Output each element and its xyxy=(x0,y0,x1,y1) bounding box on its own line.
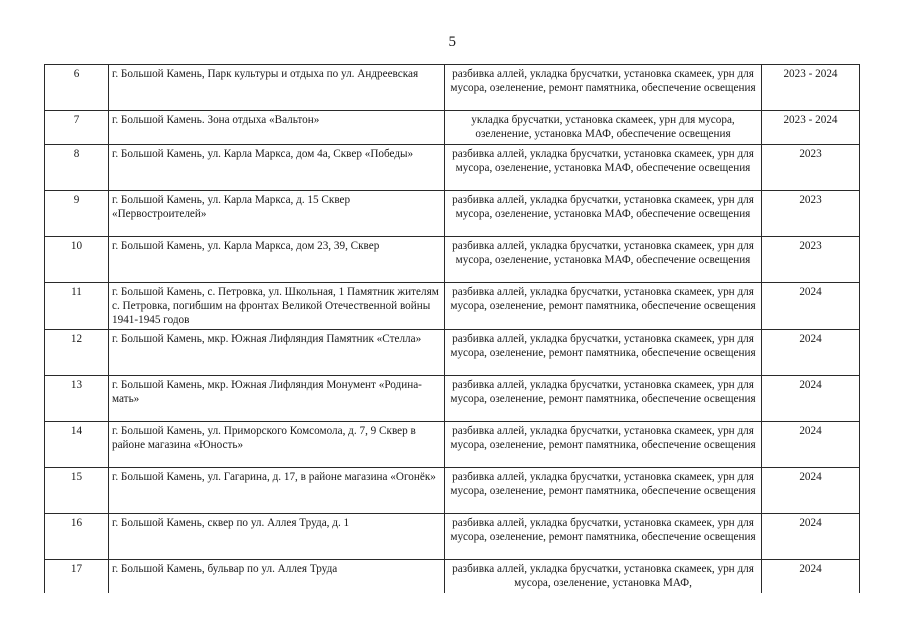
improvement-objects-table xyxy=(44,64,860,593)
implementation-year: 2024 xyxy=(762,375,860,421)
object-address: г. Большой Камень, Парк культуры и отдыха по ул. Андреевская xyxy=(109,65,445,111)
object-address: г. Большой Камень, с. Петровка, ул. Школьная, 1 Памятник жителям с. Петровка, погибшим на фронтах Великой Отечественной войны 1941-1945 годов xyxy=(109,283,445,330)
object-address: г. Большой Камень, бульвар по ул. Аллея Труда xyxy=(109,559,445,593)
implementation-year: 2024 xyxy=(762,329,860,375)
implementation-year: 2024 xyxy=(762,559,860,593)
object-address: г. Большой Камень, ул. Гагарина, д. 17, в районе магазина «Огонёк» xyxy=(109,467,445,513)
page-number: 5 xyxy=(448,34,457,50)
planned-works: разбивка аллей, укладка брусчатки, установка скамеек, урн для мусора, озеленение, установка МАФ, обеспечение освещения xyxy=(445,145,762,191)
row-number: 11 xyxy=(45,283,109,330)
row-number: 10 xyxy=(45,237,109,283)
table-row xyxy=(45,145,860,191)
table-row xyxy=(45,513,860,559)
object-address: г. Большой Камень, ул. Приморского Комсомола, д. 7, 9 Сквер в районе магазина «Юность» xyxy=(109,421,445,467)
table-row xyxy=(45,467,860,513)
implementation-year: 2023 - 2024 xyxy=(762,111,860,145)
planned-works: разбивка аллей, укладка брусчатки, установка скамеек, урн для мусора, озеленение, ремонт памятника, обеспечение освещения xyxy=(445,375,762,421)
row-number: 13 xyxy=(45,375,109,421)
object-address: г. Большой Камень. Зона отдыха «Вальтон» xyxy=(109,111,445,145)
planned-works: разбивка аллей, укладка брусчатки, установка скамеек, урн для мусора, озеленение, ремонт памятника, обеспечение освещения xyxy=(445,513,762,559)
planned-works: разбивка аллей, укладка брусчатки, установка скамеек, урн для мусора, озеленение, установка МАФ, обеспечение освещения xyxy=(445,237,762,283)
planned-works: разбивка аллей, укладка брусчатки, установка скамеек, урн для мусора, озеленение, установка МАФ, xyxy=(445,559,762,593)
implementation-year: 2024 xyxy=(762,513,860,559)
row-number: 17 xyxy=(45,559,109,593)
row-number: 8 xyxy=(45,145,109,191)
table-row xyxy=(45,375,860,421)
object-address: г. Большой Камень, мкр. Южная Лифляндия Памятник «Стелла» xyxy=(109,329,445,375)
row-number: 14 xyxy=(45,421,109,467)
row-number: 6 xyxy=(45,65,109,111)
implementation-year: 2023 xyxy=(762,191,860,237)
planned-works: разбивка аллей, укладка брусчатки, установка скамеек, урн для мусора, озеленение, ремонт памятника, обеспечение освещения xyxy=(445,467,762,513)
implementation-year: 2023 - 2024 xyxy=(762,65,860,111)
object-address: г. Большой Камень, сквер по ул. Аллея Труда, д. 1 xyxy=(109,513,445,559)
implementation-year: 2024 xyxy=(762,421,860,467)
planned-works: разбивка аллей, укладка брусчатки, установка скамеек, урн для мусора, озеленение, ремонт памятника, обеспечение освещения xyxy=(445,65,762,111)
implementation-year: 2024 xyxy=(762,467,860,513)
planned-works: разбивка аллей, укладка брусчатки, установка скамеек, урн для мусора, озеленение, ремонт памятника, обеспечение освещения xyxy=(445,421,762,467)
row-number: 16 xyxy=(45,513,109,559)
table-row xyxy=(45,421,860,467)
object-address: г. Большой Камень, ул. Карла Маркса, дом 4а, Сквер «Победы» xyxy=(109,145,445,191)
implementation-year: 2023 xyxy=(762,237,860,283)
row-number: 15 xyxy=(45,467,109,513)
table-row xyxy=(45,237,860,283)
table-row xyxy=(45,559,860,593)
planned-works: разбивка аллей, укладка брусчатки, установка скамеек, урн для мусора, озеленение, ремонт памятника, обеспечение освещения xyxy=(445,329,762,375)
table-row xyxy=(45,111,860,145)
implementation-year: 2024 xyxy=(762,283,860,330)
table-row xyxy=(45,329,860,375)
implementation-year: 2023 xyxy=(762,145,860,191)
table-row xyxy=(45,65,860,111)
table-row xyxy=(45,191,860,237)
object-address: г. Большой Камень, мкр. Южная Лифляндия Монумент «Родина-мать» xyxy=(109,375,445,421)
table-row xyxy=(45,283,860,330)
object-address: г. Большой Камень, ул. Карла Маркса, д. 15 Сквер «Первостроителей» xyxy=(109,191,445,237)
row-number: 9 xyxy=(45,191,109,237)
planned-works: разбивка аллей, укладка брусчатки, установка скамеек, урн для мусора, озеленение, ремонт памятника, обеспечение освещения xyxy=(445,283,762,330)
row-number: 12 xyxy=(45,329,109,375)
planned-works: укладка брусчатки, установка скамеек, урн для мусора, озеленение, установка МАФ, обеспечение освещения xyxy=(445,111,762,145)
object-address: г. Большой Камень, ул. Карла Маркса, дом 23, 39, Сквер xyxy=(109,237,445,283)
planned-works: разбивка аллей, укладка брусчатки, установка скамеек, урн для мусора, озеленение, установка МАФ, обеспечение освещения xyxy=(445,191,762,237)
row-number: 7 xyxy=(45,111,109,145)
